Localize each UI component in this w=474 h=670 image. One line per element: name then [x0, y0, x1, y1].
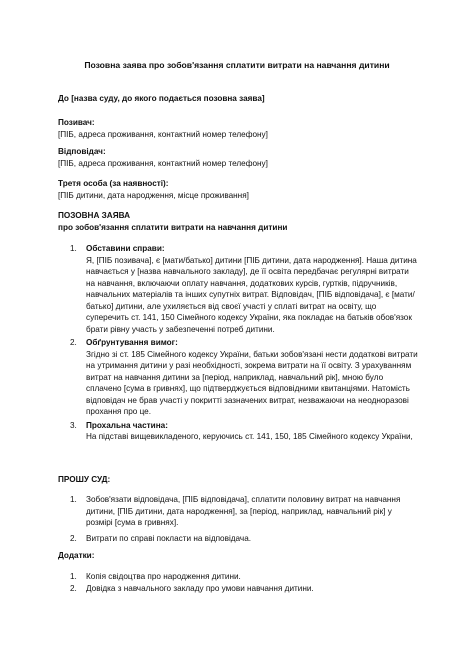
request-item-number: 1.	[70, 495, 77, 504]
defendant-value: [ПІБ, адреса проживання, контактний номер телефону]	[58, 158, 268, 168]
third-party-section	[58, 178, 418, 201]
plaintiff-label: Позивач:	[58, 118, 95, 127]
claim-item-number: 1.	[70, 244, 77, 253]
request-heading: ПРОШУ СУД:	[58, 475, 111, 484]
claim-item-heading: Прохальна частина:	[86, 420, 168, 430]
attachment-item	[70, 583, 420, 595]
plaintiff-value: [ПІБ, адреса проживання, контактний номер телефону]	[58, 129, 268, 139]
request-item-number: 2.	[70, 533, 77, 543]
claim-item	[70, 420, 420, 443]
attachment-item-number: 2.	[70, 583, 77, 593]
attachment-item-number: 1.	[70, 572, 77, 581]
attachment-item-text: Копія свідоцтва про народження дитини.	[86, 572, 241, 581]
claim-heading-block	[58, 210, 418, 233]
claim-item-number: 2.	[70, 338, 77, 347]
third-party-label: Третя особа (за наявності):	[58, 179, 169, 188]
claim-item-text: Я, [ПІБ позивача], є [мати/батько] дитини [ПІБ дитини, дата народження]. Наша дитина навчається у [назва навчального закладу], де її освіта передбачає регулярні витрати на навчання, включаючи оплату навчання, додаткових курсів, гуртків, підручників, навчальних матеріалів та інших супутніх витрат. Відповідач, [ПІБ відповідача], є [мати/батько] дитини, але ухиляється від своєї участі у сплаті витрат на освіту, що суперечить ст. 141, 150 Сімейного кодексу України, яка покладає на батьків обов'язок брати рівну участь у забезпеченні потреб дитини.	[86, 255, 417, 334]
claim-item-text: На підставі вищевикладеного, керуючись ст. 141, 150, 185 Сімейного кодексу України,	[86, 432, 413, 441]
claim-item	[70, 337, 420, 418]
request-item-text: Витрати по справі покласти на відповідача.	[86, 533, 252, 543]
third-party-value: [ПІБ дитини, дата народження, місце проживання]	[58, 190, 249, 200]
request-list	[70, 494, 420, 544]
defendant-section	[58, 146, 418, 169]
claim-list	[70, 243, 420, 443]
attachment-item	[70, 571, 420, 583]
claim-item-heading: Обґрунтування вимог:	[86, 338, 178, 347]
attachments-list	[70, 571, 420, 594]
plaintiff-section	[58, 117, 418, 140]
attachments-heading: Додатки:	[58, 551, 95, 560]
request-item	[70, 533, 420, 545]
claim-subheading: про зобов'язання сплатити витрати на навчання дитини	[58, 222, 288, 232]
request-item-text: Зобов'язати відповідача, [ПІБ відповідача], сплатити половину витрат на навчання дитини, [ПІБ дитини, дата народження], за [період, наприклад, навчальний рік] у розмірі [сума в гривнях].	[86, 495, 401, 527]
defendant-label: Відповідач:	[58, 147, 106, 156]
document-title: Позовна заява про зобов'язання сплатити витрати на навчання дитини	[84, 60, 390, 70]
claim-heading: ПОЗОВНА ЗАЯВА	[58, 211, 130, 220]
claim-item-text: Згідно зі ст. 185 Сімейного кодексу України, батьки зобов'язані нести додаткові витрати на утримання дитини у разі необхідності, зокрема витрати на її освіту. З урахуванням витрат на навчання дитини за [період, наприклад, навчальний рік], мною було сплачено [сума в гривнях], що підтверджується відповідними квитанціями. Натомість відповідач не брав участі у покритті зазначених витрат, незважаючи на неодноразові прохання про це.	[86, 349, 418, 416]
claim-item	[70, 243, 420, 335]
claim-item-number: 3.	[70, 420, 77, 430]
claim-item-heading: Обставини справи:	[86, 244, 165, 253]
request-item	[70, 494, 420, 529]
court-line: До [назва суду, до якого подається позовна заява]	[58, 94, 265, 103]
attachment-item-text: Довідка з навчального закладу про умови навчання дитини.	[86, 583, 314, 593]
